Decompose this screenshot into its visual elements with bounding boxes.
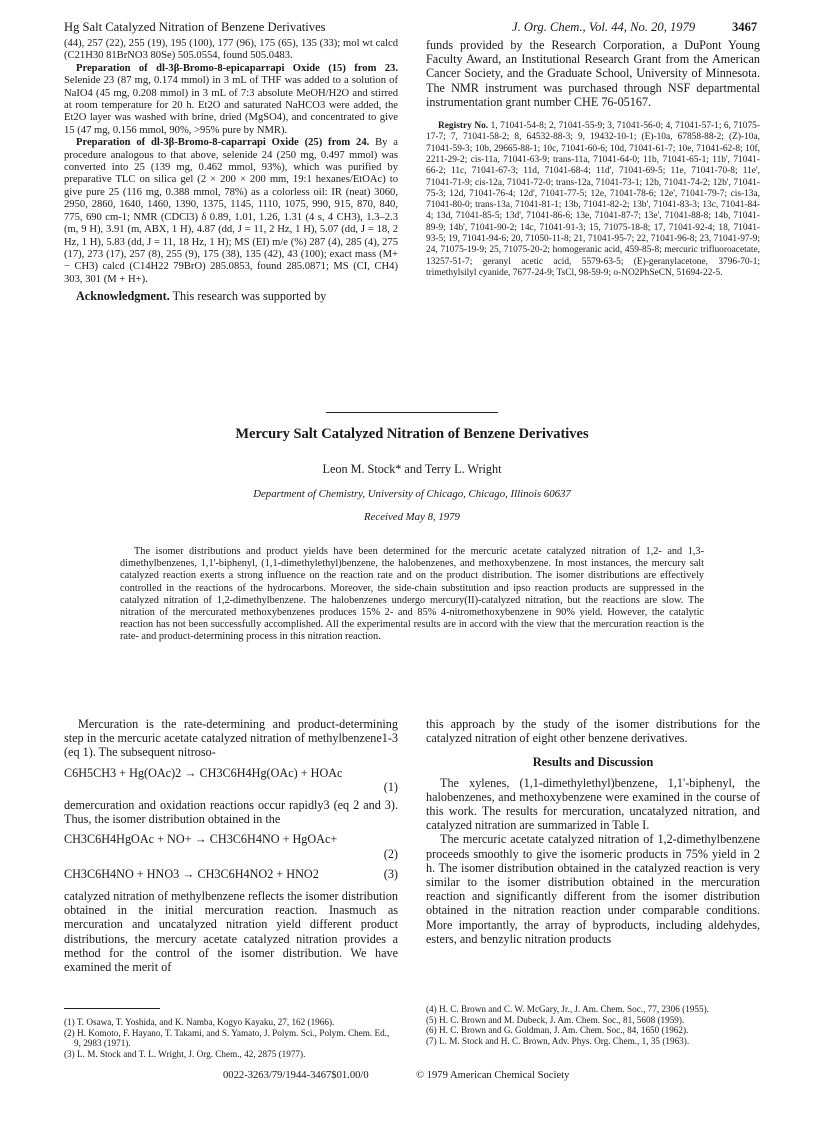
footnote-1: (1) T. Osawa, T. Yoshida, and K. Namba, Kogyo Kayaku, 27, 162 (1966). <box>64 1017 335 1027</box>
registry-title: Registry No. <box>438 121 489 132</box>
footnotes-right <box>426 1004 760 1046</box>
prep-25-title: Preparation of dl-3β-Bromo-8-caparrapi Oxide (25) from 24. <box>76 137 370 149</box>
article-affiliation: Department of Chemistry, University of Chicago, Chicago, Illinois 60637 <box>253 488 571 500</box>
equation-1 <box>64 766 398 794</box>
intro-paragraph-2: demercuration and oxidation reactions occur rapidly3 (eq 2 and 3). Thus, the isomer distribution obtained in the <box>64 798 398 827</box>
equation-3-number: (3) <box>383 866 398 881</box>
ms-data-continued: (44), 257 (22), 255 (19), 195 (100), 177 (96), 175 (65), 135 (33); mol wt calcd (C21H30 81BrNO3 80Se) 505.0554, found 505.0483. <box>64 38 398 62</box>
acknowledgment-body: This research was supported by <box>172 289 327 304</box>
body-left-column <box>64 717 398 974</box>
article-received: Received May 8, 1979 <box>364 511 460 523</box>
footnote-4: (4) H. C. Brown and C. W. McGary, Jr., J. Am. Chem. Soc., 77, 2306 (1955). <box>426 1004 709 1014</box>
page-number: 3467 <box>732 20 758 34</box>
running-head-title: Hg Salt Catalyzed Nitration of Benzene Derivatives <box>64 20 326 34</box>
equation-2 <box>64 832 398 860</box>
equation-2-text: CH3C6H4HgOAc + NO+ → CH3C6H4NO + HgOAc+ <box>64 832 338 847</box>
footnotes-left <box>64 1017 398 1059</box>
acknowledgment <box>64 289 398 303</box>
intro-paragraph-3: catalyzed nitration of methylbenzene reflects the isomer distribution obtained in the initial mercuration reaction. Inasmuch as mercuration and uncatalyzed nitration yield different product distributions, the mercury acetate catalyzed nitration provides a method for the control of the isomer distribution. We have examined the merit of <box>64 889 398 975</box>
acknowledgment-title: Acknowledgment. <box>76 289 170 304</box>
footnote-rule-left <box>64 1008 160 1009</box>
equation-1-number: (1) <box>383 779 398 794</box>
prep-15-body: Selenide 23 (87 mg, 0.174 mmol) in 3 mL of THF was added to a solution of NaIO4 (45 mg, 0.208 mmol) in 3 mL of 7:3 absolute MeOH/H2O and stirred at room temperature for 20 h. Et2O and saturated NaHCO3 were added, the Et2O layer was washed with brine, dried (MgSO4), and concentrated to give 15 (47 mg, 0.156 mmol, 90%, >95% pure by NMR). <box>64 75 398 136</box>
footer-code: 0022-3263/79/1944-3467$01.00/0 <box>223 1070 369 1081</box>
equation-3-text: CH3C6H4NO + HNO3 → CH3C6H4NO2 + HNO2 <box>64 866 319 881</box>
running-head-journal: J. Org. Chem., Vol. 44, No. 20, 1979 <box>512 20 696 34</box>
article-title: Mercury Salt Catalyzed Nitration of Benzene Derivatives <box>235 426 589 442</box>
intro-paragraph-1: Mercuration is the rate-determining and product-determining step in the mercuric acetate catalyzed nitration of methylbenzene1-3 (eq 1). The subsequent nitroso- <box>64 717 398 760</box>
prep-15-paragraph <box>64 63 398 137</box>
results-paragraph-2: The mercuric acetate catalyzed nitration of 1,2-dimethylbenzene proceeds smoothly to give the isomeric products in 75% yield in 2 h. The isomer distribution obtained in the catalyzed reaction is very similar to the isomer distribution obtained in the mercuration reaction and significantly different from the isomer distribution obtained in the nitration reaction under comparable conditions. More importantly, the array of byproducts, including aldehydes, esters, and benzylic nitration products <box>426 832 760 946</box>
footer-copyright: © 1979 American Chemical Society <box>416 1070 570 1081</box>
equation-3 <box>64 867 398 881</box>
footnote-5: (5) H. C. Brown and M. Dubeck, J. Am. Chem. Soc., 81, 5608 (1959). <box>426 1014 685 1025</box>
registry-body: 1, 71041-54-8; 2, 71041-55-9; 3, 71041-56-0; 4, 71041-57-1; 6, 71075-17-7; 7, 71041-58-2; 8, 64532-88-3; 9, 19432-10-1; (E)-10a, 67858-88-2; (Z)-10a, 71041-59-3; 10b, 29665-88-1; 10c, 71041-60-6; 10d, 71041-61-7; 10e, 71041-62-8; 10f, 2211-29-2; cis-11a, 71041-63-9; trans-11a, 71041-64-0; 11b, 71041-65-1; 11b', 71041-66-2; 11c, 71041-67-3; 11d, 71041-68-4; 11d', 71041-69-5; 11e, 71041-70-8; 11e', 71041-71-9; cis-12a, 71041-72-0; trans-12a, 71041-73-1; 12b, 71041-74-2; 12b', 71041-75-3; 12d, 71041-76-4; 12d', 71041-77-5; 12e, 71041-78-6; 12e', 71041-79-7; cis-13a, 71041-80-0; trans-13a, 71041-81-1; 13b, 71041-82-2; 13b', 71041-83-3; 13c, 71041-84-4; 13d, 71041-85-5; 13d', 71041-86-6; 13e, 71041-87-7; 13e', 71041-88-8; 14b, 71041-89-9; 14b', 71041-90-2; 14c, 71041-91-3; 15, 71075-18-8; 17, 71041-92-4; 18, 71041-93-5; 19, 71041-94-6; 20, 71050-11-8; 21, 71041-95-7; 22, 71041-96-8; 23, 71041-97-9; 24, 71075-19-9; 25, 71075-20-2; homogeranic acid, 459-85-8; mercuric trifluoroacetate, 13257-51-7; geranyl acetic acid, 5579-63-5; (E)-geranylacetone, 3796-70-1; trimethylsilyl cyanide, 7677-24-9; TsCl, 98-59-9; o-NO2PhSeCN, 51694-22-5. <box>426 121 760 278</box>
acknowledgment-continued: funds provided by the Research Corporation, a DuPont Young Faculty Award, an Institutional Research Grant from the American Cancer Society, and the Graduate School, University of Minnesota. The NMR instrument was purchased through NSF departmental instrumentation grant number CHE 76-05167. <box>426 38 760 109</box>
prep-25-body: By a procedure analogous to that above, selenide 24 (250 mg, 0.497 mmol) was converted into 25 (139 mg, 0.462 mmol, 93%), which was purified by preparative TLC on silica gel (2 × 200 × 200 mm, 19:1 hexanes/EtOAc) to give pure 25 (116 mg, 0.388 mmol, 78%) as a colorless oil: IR (neat) 3060, 2950, 2860, 1640, 1460, 1390, 1375, 1145, 1110, 1075, 990, 915, 870, 840, 775, 690 cm-1; NMR (CDCl3) δ 0.89, 1.01, 1.26, 1.31 (4 s, 4 CH3), 1.3–2.3 (m, 9 H), 3.91 (m, ABX, 1 H), 4.87 (dd, J = 11, 2 Hz, 1 H), 5.07 (dd, J = 18, 2 Hz, 1 H), 5.83 (dd, J = 11, 18 Hz, 1 H); MS (EI) m/e (%) 287 (4), 285 (4), 275 (17), 273 (17), 257 (8), 255 (9), 175 (38), 135 (42), 43 (100); exact mass (M+ − CH3) calcd (C14H22 79BrO) 285.0853, found 285.0871; MS (CI, CH4) 303, 301 (M + H+). <box>64 137 398 285</box>
footnote-7: (7) L. M. Stock and H. C. Brown, Adv. Phys. Org. Chem., 1, 35 (1963). <box>426 1035 690 1046</box>
registry-numbers <box>426 121 760 279</box>
equation-1-text: C6H5CH3 + Hg(OAc)2 → CH3C6H4Hg(OAc) + HOAc <box>64 765 343 780</box>
footnote-6: (6) H. C. Brown and G. Goldman, J. Am. Chem. Soc., 84, 1650 (1962). <box>426 1025 689 1036</box>
body-right-column <box>426 717 760 946</box>
equation-2-number: (2) <box>383 846 398 861</box>
footnote-2: (2) H. Komoto, F. Hayano, T. Takami, and S. Yamato, J. Polym. Sci., Polym. Chem. Ed., 9, 2983 (1971). <box>64 1027 390 1049</box>
intro-paragraph-4: this approach by the study of the isomer distributions for the catalyzed nitration of eight other benzene derivatives. <box>426 717 760 746</box>
prep-15-title: Preparation of dl-3β-Bromo-8-epicaparrapi Oxide (15) from 23. <box>76 62 398 74</box>
footnote-3: (3) L. M. Stock and T. L. Wright, J. Org. Chem., 42, 2875 (1977). <box>64 1048 306 1059</box>
article-authors: Leon M. Stock* and Terry L. Wright <box>322 462 502 476</box>
section-heading-results: Results and Discussion <box>532 755 654 770</box>
results-paragraph-1: The xylenes, (1,1-dimethylethyl)benzene, 1,1'-biphenyl, the halobenzenes, and methoxybenzene were examined in the course of this work. The results for mercuration, uncatalyzed nitration, and catalyzed nitration are summarized in Table I. <box>426 775 760 833</box>
abstract: The isomer distributions and product yields have been determined for the mercuric acetate catalyzed nitration of 1,2- and 1,3-dimethylbenzenes, 1,1'-biphenyl, (1,1-dimethylethyl)benzene, the halobenzenes, and methoxybenzene. In most instances, the mercury salt catalyzed reaction exerts a strong influence on the reaction rate and on the product distribution. The isomer distributions are effectively controlled in the reactions of the hydrocarbons. Moreover, the side-chain substitution and ipso reaction products are suppressed in the catalyzed nitration of 1,2-dimethylbenzene. The halobenzenes undergo mercury(II)-catalyzed nitration, but the reactions are slow. The nitration of the mercurated methoxybenzenes produces 15% 2- and 85% 4-nitromethoxybenzene in 90% yield. However, the catalytic reaction has not been successfully accomplished. All the experimental results are in accord with the view that the mercuration reaction is the rate- and product-determining process in this nitration reaction. <box>120 546 704 643</box>
section-divider <box>326 412 498 413</box>
top-right-column <box>426 38 760 279</box>
top-left-column <box>64 38 398 303</box>
prep-25-paragraph <box>64 137 398 286</box>
